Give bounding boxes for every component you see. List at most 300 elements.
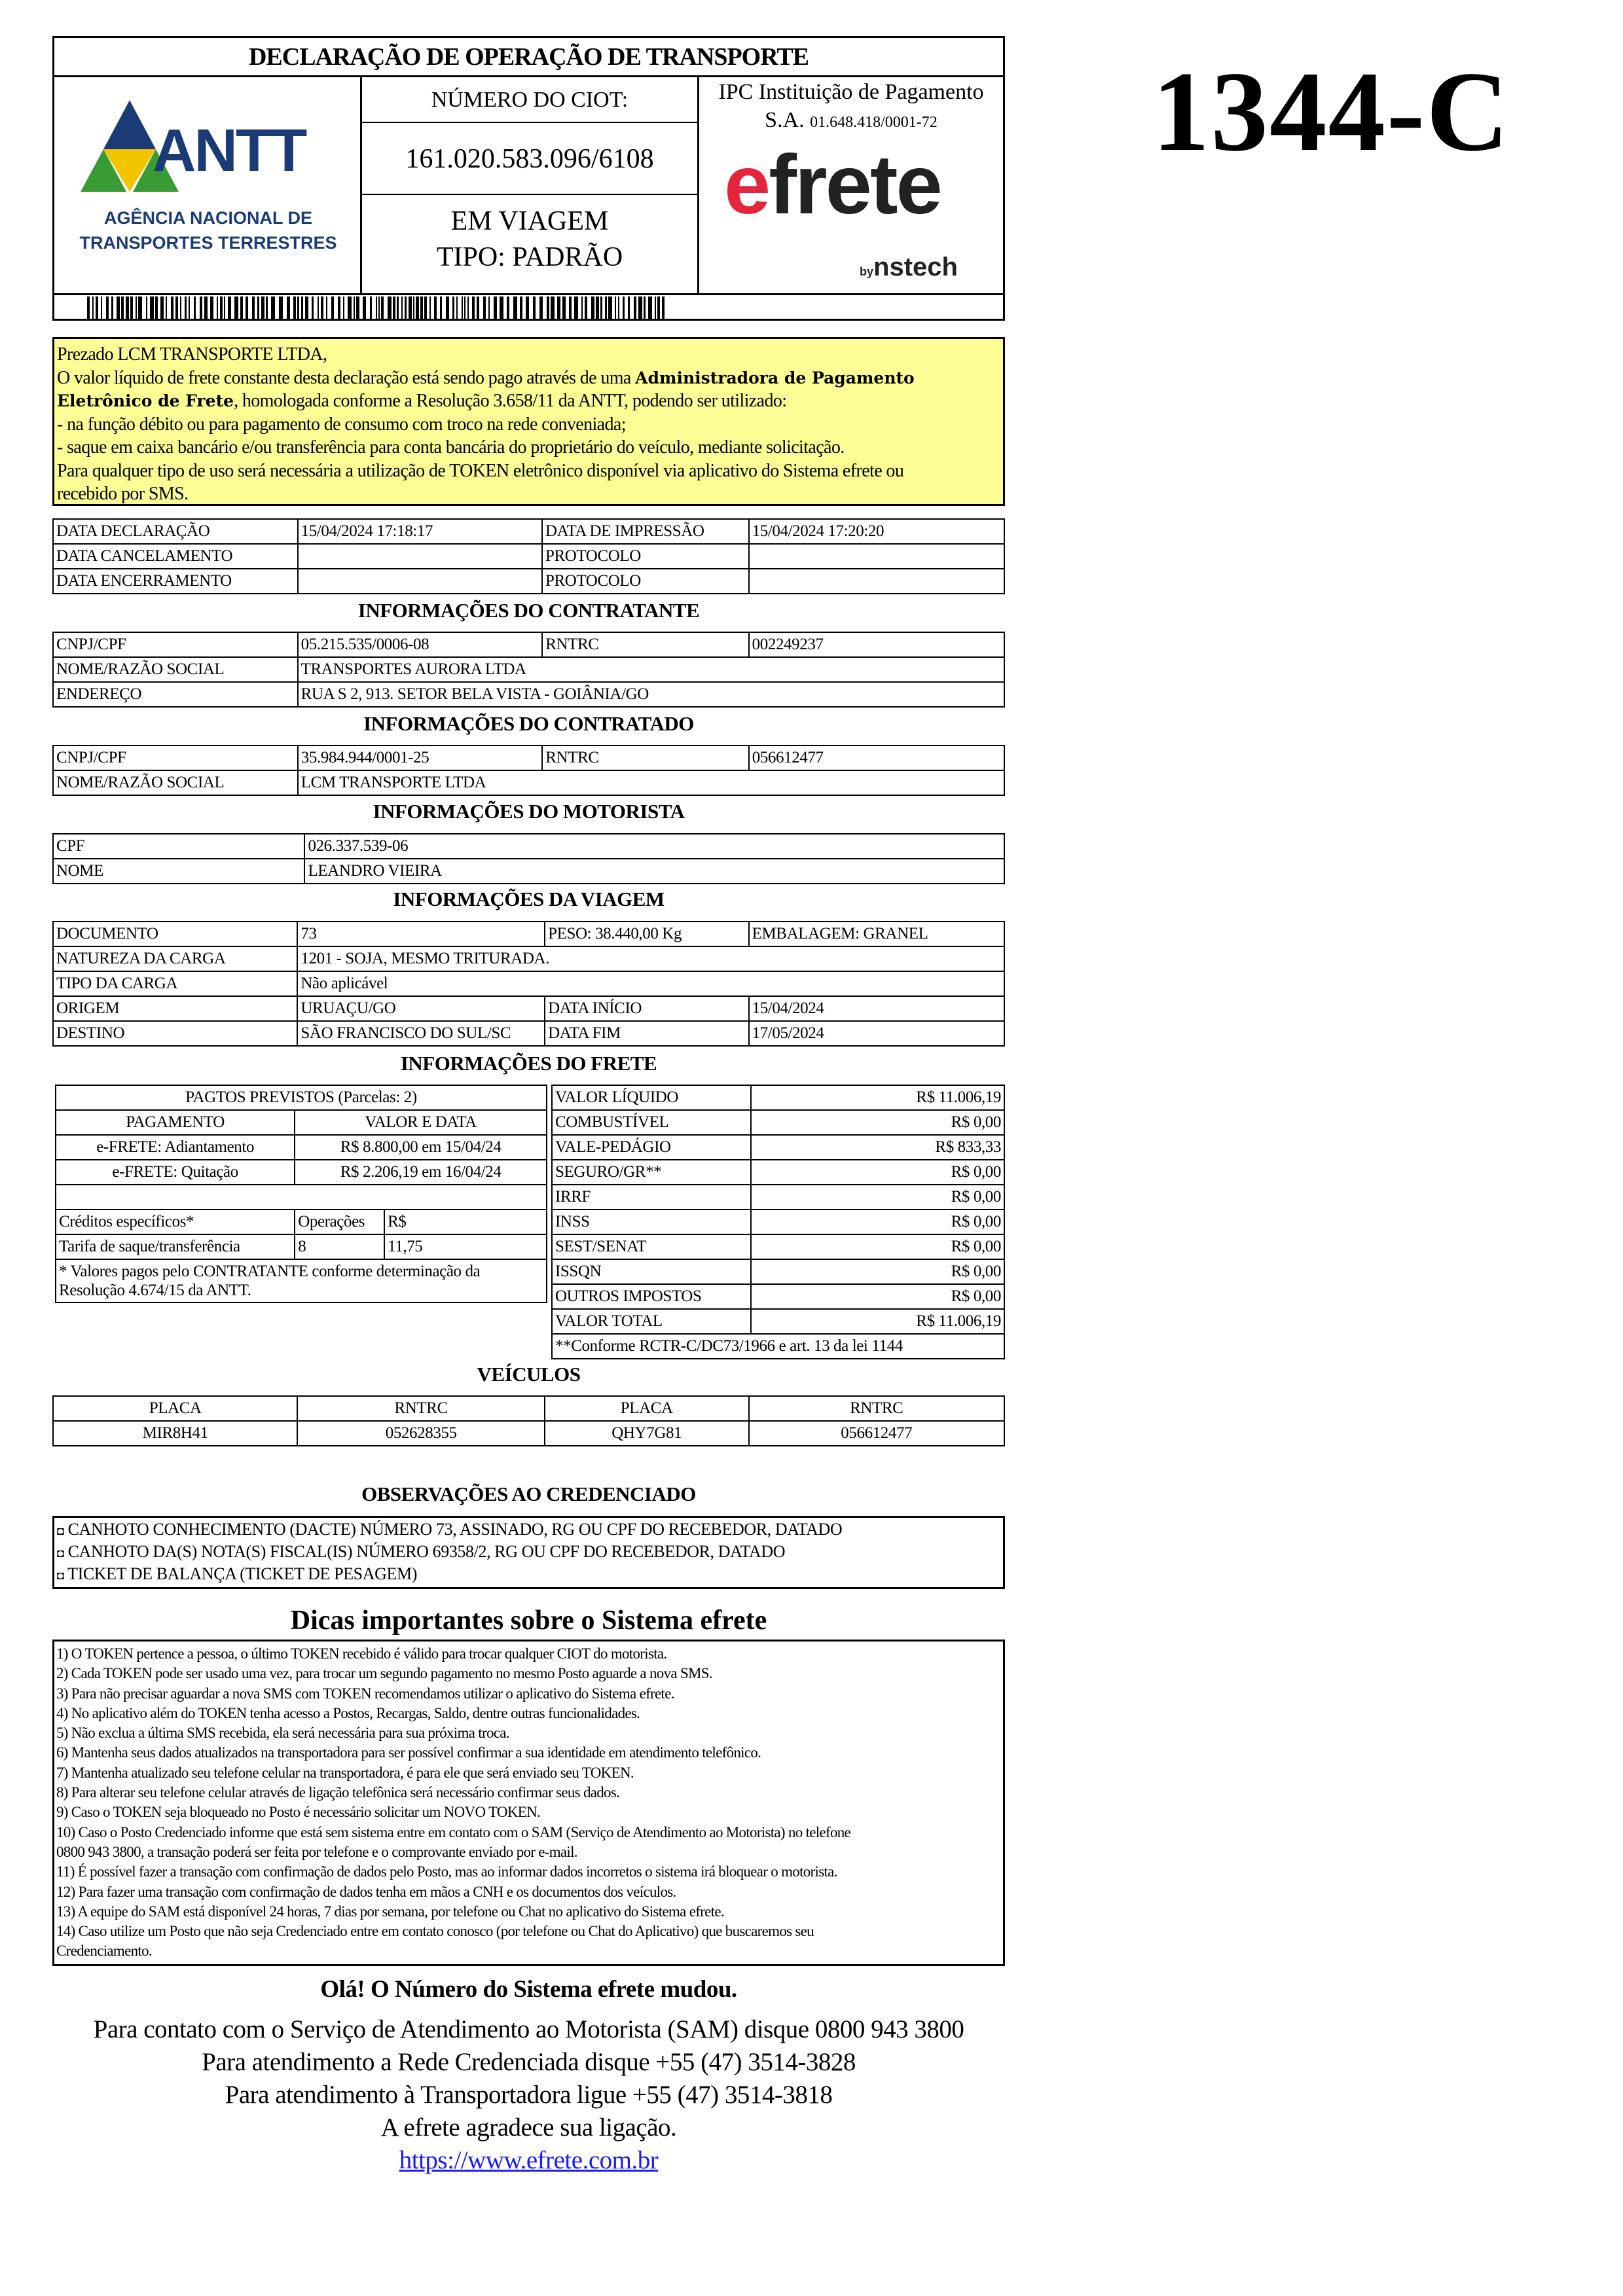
table-row [552, 1334, 1004, 1359]
table-row [53, 519, 1004, 544]
cell-label: PROTOCOLO [542, 544, 749, 569]
table-row [53, 544, 1004, 569]
barcode-bar [96, 296, 98, 320]
placa-value: QHY7G81 [545, 1421, 749, 1446]
cell-value: SÃO FRANCISCO DO SUL/SC [297, 1021, 545, 1046]
table-row [53, 569, 1004, 594]
valor-label: COMBUSTÍVEL [552, 1110, 751, 1135]
cell-value: LCM TRANSPORTE LTDA [298, 770, 1004, 795]
cell-label: CNPJ/CPF [53, 745, 298, 770]
barcode-bar [189, 296, 190, 320]
section-title-contratado: INFORMAÇÕES DO CONTRATADO [363, 712, 694, 735]
barcode-bar [634, 296, 636, 320]
valor-label: INSS [552, 1210, 751, 1234]
barcode-bar [121, 296, 124, 320]
barcode-bar [462, 296, 463, 320]
antt-wordmark: ANTT [153, 117, 306, 184]
cell-value: URUAÇU/GO [297, 996, 545, 1021]
ciot-panel [362, 77, 699, 293]
barcode-bar [388, 296, 392, 320]
cell-value: 15/04/2024 17:18:17 [298, 519, 542, 544]
barcode-bar [348, 296, 352, 320]
list-item: ◘ TICKET DE BALANÇA (TICKET DE PESAGEM) [57, 1564, 417, 1583]
cell-label: ENDEREÇO [53, 682, 298, 707]
table-row [56, 1210, 547, 1234]
barcode-bar [533, 296, 536, 320]
payment-value: R$ 2.206,19 em 16/04/24 [295, 1160, 547, 1185]
ciot-type: TIPO: PADRÃO [436, 242, 623, 272]
cell-value [298, 544, 542, 569]
barcode-bar [600, 296, 602, 320]
dica-item: 5) Não exclua a última SMS recebida, ela será necessária para sua próxima troca. [56, 1725, 509, 1742]
contact-line-transportadora: Para atendimento à Transportadora ligue +55 (47) 3514-3818 [225, 2081, 833, 2109]
dica-item: 7) Mantenha atualizado seu telefone celular na transportadora, é para ele que será enviado seu TOKEN. [56, 1764, 634, 1781]
barcode-bar [210, 296, 213, 320]
notice-box [52, 337, 1005, 506]
barcode-bar [266, 296, 268, 320]
barcode-bar [526, 296, 529, 320]
cell-label: DATA DE IMPRESSÃO [542, 519, 749, 544]
cell-label: RNTRC [542, 632, 748, 657]
barcode-bar [356, 296, 359, 320]
barcode-bar [160, 296, 164, 320]
pagtos-header: PAGTOS PREVISTOS (Parcelas: 2) [56, 1085, 547, 1110]
cell-label: R$ [384, 1210, 547, 1234]
valor-label: VALE-PEDÁGIO [552, 1135, 751, 1160]
barcode-bar [297, 296, 299, 320]
barcode-bar [405, 296, 407, 320]
contratante-table [52, 632, 1005, 708]
table-row [552, 1185, 1004, 1210]
cell-value: 35.984.944/0001-25 [298, 745, 543, 770]
valor-label: VALOR TOTAL [552, 1309, 751, 1334]
barcode-bar [539, 296, 543, 320]
dicas-box [52, 1640, 1005, 1966]
barcode-bars [87, 296, 676, 320]
barcode-bar [520, 296, 522, 320]
cell-label: DATA DECLARAÇÃO [53, 519, 298, 544]
barcode-bar [397, 296, 399, 320]
contact-line-rede: Para atendimento a Rede Credenciada disque +55 (47) 3514-3828 [202, 2048, 856, 2076]
barcode-bar [155, 296, 158, 320]
cell-label: CPF [53, 834, 304, 859]
dica-item: 10) Caso o Posto Credenciado informe que está sem sistema entre em contato com o SAM (Serviço de Atendimento ao Motorista) no telefone [56, 1823, 851, 1840]
barcode-bar [376, 296, 377, 320]
barcode-bar [204, 296, 208, 320]
dates-table [52, 518, 1005, 594]
dica-item: 12) Para fazer uma transação com confirmação de dados tenha em mãos a CNH e os documentos dos veículos. [56, 1883, 676, 1900]
table-row [53, 682, 1004, 707]
cell-value: TRANSPORTES AURORA LTDA [298, 657, 1004, 682]
table-row [552, 1210, 1004, 1234]
cell-value: Não aplicável [297, 971, 1004, 996]
contact-line-sam: Para contato com o Serviço de Atendimento ao Motorista (SAM) disque 0800 943 3800 [93, 2015, 964, 2043]
barcode-bar [138, 296, 142, 320]
section-title-contratante: INFORMAÇÕES DO CONTRATANTE [357, 599, 700, 622]
section-title-observacoes: OBSERVAÇÕES AO CREDENCIADO [361, 1482, 696, 1505]
table-row [552, 1135, 1004, 1160]
dica-item: 9) Caso o TOKEN seja bloqueado no Posto é necessário solicitar um NOVO TOKEN. [56, 1804, 541, 1821]
barcode-bar [171, 296, 173, 320]
barcode-bar [150, 296, 154, 320]
table-row [53, 745, 1004, 770]
valor-label: OUTROS IMPOSTOS [552, 1284, 751, 1309]
barcode-bar [240, 296, 243, 320]
veiculos-table [52, 1395, 1005, 1446]
efrete-logo: efrete [724, 138, 941, 232]
barcode-bar [494, 296, 497, 320]
cell-value: 026.337.539-06 [304, 834, 1004, 859]
rntrc-value: 056612477 [749, 1421, 1004, 1446]
dica-item: 2) Cada TOKEN pode ser usado uma vez, para trocar um segundo pagamento no mesmo Posto aguarde a nova SMS. [56, 1665, 712, 1682]
barcode-bar [488, 296, 490, 320]
col-header: VALOR E DATA [295, 1110, 547, 1135]
dica-item: 0800 943 3800, a transação poderá ser feita por telefone e o comprovante enviado por e-mail. [56, 1843, 577, 1860]
barcode-bar [596, 296, 599, 320]
barcode-bar [429, 296, 431, 320]
barcode-bar [378, 296, 380, 320]
rctr-note: **Conforme RCTR-C/DC73/1966 e art. 13 da lei 1144 [552, 1334, 1004, 1359]
barcode-bar [648, 296, 652, 320]
observacoes-box [52, 1516, 1005, 1589]
ipc-cnpj: 01.648.418/0001-72 [810, 114, 938, 131]
notice-line: Prezado LCM TRANSPORTE LTDA, [57, 344, 327, 365]
viagem-table [52, 921, 1005, 1047]
table-row [552, 1234, 1004, 1259]
valor-amount: R$ 11.006,19 [751, 1309, 1004, 1334]
barcode-bar [420, 296, 423, 320]
motorista-table [52, 833, 1005, 884]
rntrc-value: 052628355 [297, 1421, 544, 1446]
ipc-name: IPC Instituição de Pagamento [718, 80, 984, 104]
section-title-frete: INFORMAÇÕES DO FRETE [400, 1052, 657, 1075]
col-header: PAGAMENTO [56, 1110, 295, 1135]
barcode-bar [472, 296, 475, 320]
cell-value: 1201 - SOJA, MESMO TRITURADA. [297, 946, 1004, 971]
placa-value: MIR8H41 [53, 1421, 297, 1446]
cell-label: DATA CANCELAMENTO [53, 544, 298, 569]
barcode-bar [513, 296, 517, 320]
payment-label: e-FRETE: Adiantamento [56, 1135, 295, 1160]
barcode-bar [657, 296, 660, 320]
dica-item: 11) É possível fazer a transação com confirmação de dados pelo Posto, mas ao informar dados incorretos o sistema irá bloquear o motorista. [56, 1863, 837, 1880]
valor-label: SEST/SENAT [552, 1234, 751, 1259]
notice-line: recebido por SMS. [57, 484, 189, 504]
cell-label: NATUREZA DA CARGA [53, 946, 297, 971]
col-header: PLACA [53, 1396, 297, 1421]
barcode-bar [409, 296, 412, 320]
cell-value [749, 544, 1004, 569]
table-row [53, 1021, 1004, 1046]
valor-amount: R$ 0,00 [751, 1284, 1004, 1309]
table-row [53, 859, 1004, 884]
barcode-bar [331, 296, 334, 320]
barcode [54, 293, 1003, 321]
barcode-bar [483, 296, 486, 320]
barcode-bar [370, 296, 372, 320]
barcode-bar [194, 296, 196, 320]
barcode-bar [655, 296, 656, 320]
antt-logo [54, 77, 362, 293]
section-title-veiculos: VEÍCULOS [477, 1363, 581, 1386]
barcode-bar [644, 296, 646, 320]
ciot-number: 161.020.583.096/6108 [362, 123, 697, 195]
barcode-bar [220, 296, 223, 320]
table-row [53, 1396, 1004, 1421]
valor-label: ISSQN [552, 1259, 751, 1284]
notice-line: - na função débito ou para pagamento de consumo com troco na rede conveniada; [57, 414, 626, 435]
barcode-bar [416, 296, 419, 320]
table-row [53, 996, 1004, 1021]
note-line: * Valores pagos pelo CONTRATANTE conforme determinação da [59, 1263, 481, 1280]
empty-row [56, 1185, 547, 1210]
valor-label: SEGURO/GR** [552, 1160, 751, 1185]
frete-note [56, 1259, 547, 1302]
barcode-bar [175, 296, 178, 320]
barcode-bar [185, 296, 187, 320]
barcode-bar [581, 296, 583, 320]
table-row [56, 1085, 547, 1110]
valores-table [551, 1085, 1005, 1359]
cell-value: 73 [297, 922, 545, 946]
barcode-bar [446, 296, 449, 320]
ciot-label: NÚMERO DO CIOT: [362, 77, 697, 123]
table-row [53, 834, 1004, 859]
cell-value: 056612477 [749, 745, 1004, 770]
valor-amount: R$ 11.006,19 [751, 1085, 1004, 1110]
barcode-bar [200, 296, 202, 320]
barcode-bar [257, 296, 259, 320]
valor-amount: R$ 0,00 [751, 1259, 1004, 1284]
cell-label: RNTRC [542, 745, 748, 770]
barcode-bar [318, 296, 319, 320]
barcode-bar [117, 296, 120, 320]
cell-label: DESTINO [53, 1021, 297, 1046]
barcode-bar [608, 296, 612, 320]
barcode-bar [354, 296, 355, 320]
barcode-bar [434, 296, 437, 320]
cell-label: NOME/RAZÃO SOCIAL [53, 657, 298, 682]
barcode-bar [628, 296, 630, 320]
barcode-bar [547, 296, 549, 320]
table-row [53, 657, 1004, 682]
cell-label: DATA ENCERRAMENTO [53, 569, 298, 594]
notice-line: Eletrônico de Frete, homologada conforme a Resolução 3.658/11 da ANTT, podendo ser utilizado: [57, 391, 787, 411]
ola-heading: Olá! O Número do Sistema efrete mudou. [320, 1976, 737, 2003]
barcode-bar [301, 296, 303, 320]
cell-label: NOME [53, 859, 304, 884]
barcode-bar [615, 296, 616, 320]
cell-label: DATA INÍCIO [545, 996, 748, 1021]
barcode-bar [507, 296, 509, 320]
barcode-bar [279, 296, 283, 320]
barcode-bar [271, 296, 275, 320]
barcode-bar [557, 296, 560, 320]
dica-item: 13) A equipe do SAM está disponível 24 horas, 7 dias por semana, por telefone ou Chat no aplicativo do Sistema efrete. [56, 1903, 724, 1920]
cell-value [298, 569, 542, 594]
barcode-bar [574, 296, 578, 320]
table-row [552, 1259, 1004, 1284]
table-row [53, 946, 1004, 971]
table-row [56, 1259, 547, 1302]
valor-amount: R$ 0,00 [751, 1110, 1004, 1135]
notice-line: Para qualquer tipo de uso será necessária a utilização de TOKEN eletrônico disponível via aplicativo do Sistema efrete ou [57, 460, 904, 481]
section-title-motorista: INFORMAÇÕES DO MOTORISTA [373, 800, 685, 823]
ciot-status: EM VIAGEM [450, 206, 609, 236]
barcode-bar [456, 296, 458, 320]
cell-value: 8 [295, 1234, 384, 1259]
barcode-bar [111, 296, 113, 320]
antt-subtitle-2: TRANSPORTES TERRESTRES [79, 233, 337, 253]
barcode-bar [338, 296, 340, 320]
dica-item: 1) O TOKEN pertence a pessoa, o último TOKEN recebido é válido para trocar qualquer CIOT do motorista. [56, 1645, 667, 1662]
barcode-bar [146, 296, 147, 320]
valor-amount: R$ 0,00 [751, 1160, 1004, 1185]
barcode-bar [136, 296, 137, 320]
table-row [53, 632, 1004, 657]
cell-value: 15/04/2024 [749, 996, 1004, 1021]
valor-amount: R$ 0,00 [751, 1210, 1004, 1234]
col-header: RNTRC [749, 1396, 1004, 1421]
table-row [56, 1234, 547, 1259]
dica-item: 14) Caso utilize um Posto que não seja Credenciado entre em contato conosco (por telefone ou Chat do Aplicativo) que buscaremos seu [56, 1923, 814, 1940]
barcode-bar [166, 296, 167, 320]
cell-label: ORIGEM [53, 996, 297, 1021]
barcode-bar [393, 296, 395, 320]
col-header: RNTRC [297, 1396, 544, 1421]
barcode-bar [500, 296, 503, 320]
cell-label: PROTOCOLO [542, 569, 749, 594]
table-row [552, 1085, 1004, 1110]
barcode-bar [605, 296, 607, 320]
notice-line: O valor líquido de frete constante desta declaração está sendo pago através de uma Administradora de Pagamento [57, 367, 915, 388]
thanks-line: A efrete agradece sua ligação. [380, 2113, 677, 2142]
payment-value: R$ 8.800,00 em 15/04/24 [295, 1135, 547, 1160]
barcode-bar [106, 296, 109, 320]
cell-value: 05.215.535/0006-08 [298, 632, 543, 657]
barcode-bar [585, 296, 587, 320]
note-line: Resolução 4.674/15 da ANTT. [59, 1282, 251, 1299]
barcode-bar [87, 296, 90, 320]
cell-value: 11,75 [384, 1234, 547, 1259]
cell-label: DATA FIM [545, 1021, 748, 1046]
table-row [53, 922, 1004, 946]
valor-label: IRRF [552, 1185, 751, 1210]
barcode-bar [234, 296, 238, 320]
barcode-bar [464, 296, 465, 320]
table-row [56, 1135, 547, 1160]
barcode-bar [246, 296, 248, 320]
cell-value: LEANDRO VIEIRA [304, 859, 1004, 884]
barcode-bar [180, 296, 181, 320]
cell-label: Tarifa de saque/transferência [56, 1234, 295, 1259]
table-row [552, 1284, 1004, 1309]
dica-item: 8) Para alterar seu telefone celular através de ligação telefônica será necessário confirmar seus dados. [56, 1784, 620, 1801]
barcode-bar [92, 296, 94, 320]
table-row [56, 1160, 547, 1185]
barcode-bar [252, 296, 255, 320]
col-header: PLACA [545, 1396, 749, 1421]
table-row [552, 1160, 1004, 1185]
header-box [52, 36, 1005, 321]
barcode-bar [326, 296, 327, 320]
barcode-bar [477, 296, 479, 320]
document-stamp: 1344-C [1152, 48, 1510, 175]
table-row [53, 770, 1004, 795]
dica-item: Credenciamento. [56, 1943, 152, 1960]
barcode-bar [126, 296, 129, 320]
cell-label: CNPJ/CPF [53, 632, 298, 657]
barcode-bar [228, 296, 231, 320]
barcode-bar [261, 296, 264, 320]
barcode-bar [321, 296, 323, 320]
nstech-logo: bynstech [860, 253, 958, 281]
cell-value: PESO: 38.440,00 Kg [545, 922, 748, 946]
list-item: ◘ CANHOTO DA(S) NOTA(S) FISCAL(IS) NÚMERO 69358/2, RG OU CPF DO RECEBEDOR, DATADO [57, 1542, 786, 1561]
dica-item: 3) Para não precisar aguardar a nova SMS com TOKEN recomendamos utilizar o aplicativo do Sistema efrete. [56, 1685, 674, 1702]
barcode-bar [343, 296, 344, 320]
barcode-bar [413, 296, 414, 320]
cell-value: 15/04/2024 17:20:20 [749, 519, 1004, 544]
cell-value: 002249237 [749, 632, 1004, 657]
barcode-bar [662, 296, 665, 320]
barcode-bar [591, 296, 594, 320]
barcode-bar [623, 296, 625, 320]
valor-label: VALOR LÍQUIDO [552, 1085, 751, 1110]
cell-value: EMBALAGEM: GRANEL [749, 922, 1004, 946]
barcode-bar [440, 296, 442, 320]
list-item: ◘ CANHOTO CONHECIMENTO (DACTE) NÚMERO 73, ASSINADO, RG OU CPF DO RECEBEDOR, DATADO [57, 1520, 843, 1539]
table-row [552, 1309, 1004, 1334]
efrete-link-row [52, 2145, 1005, 2175]
barcode-bar [467, 296, 469, 320]
pagtos-table [55, 1085, 547, 1303]
cell-value: RUA S 2, 913. SETOR BELA VISTA - GOIÂNIA/GO [298, 682, 1004, 707]
table-row [552, 1110, 1004, 1135]
barcode-bar [217, 296, 218, 320]
cell-label: Créditos específicos* [56, 1210, 295, 1234]
efrete-link[interactable]: https://www.efrete.com.br [399, 2146, 659, 2174]
valor-amount: R$ 833,33 [751, 1135, 1004, 1160]
valor-amount: R$ 0,00 [751, 1234, 1004, 1259]
cell-value [749, 569, 1004, 594]
notice-line: - saque em caixa bancário e/ou transferência para conta bancária do proprietário do veículo, mediante solicitação. [57, 437, 845, 457]
barcode-bar [287, 296, 290, 320]
table-row [56, 1185, 547, 1210]
section-title-viagem: INFORMAÇÕES DA VIAGEM [393, 888, 665, 910]
dica-item: 6) Mantenha seus dados atualizados na transportadora para ser possível confirmar a sua identidade em atendimento telefônico. [56, 1744, 761, 1761]
cell-label: TIPO DA CARGA [53, 971, 297, 996]
barcode-bar [618, 296, 619, 320]
barcode-bar [305, 296, 308, 320]
cell-value: 17/05/2024 [749, 1021, 1004, 1046]
cell-label: Operações [295, 1210, 384, 1234]
ipc-suffix: S.A. 01.648.418/0001-72 [765, 108, 938, 132]
barcode-bar [638, 296, 642, 320]
barcode-bar [224, 296, 225, 320]
barcode-bar [293, 296, 296, 320]
barcode-bar [569, 296, 572, 320]
barcode-bar [130, 296, 133, 320]
ipc-panel [699, 77, 1003, 293]
table-row [53, 971, 1004, 996]
barcode-bar [381, 296, 384, 320]
cell-label: DOCUMENTO [53, 922, 297, 946]
barcode-bar [312, 296, 314, 320]
document-title: DECLARAÇÃO DE OPERAÇÃO DE TRANSPORTE [54, 38, 1003, 77]
payment-label: e-FRETE: Quitação [56, 1160, 295, 1185]
barcode-bar [424, 296, 427, 320]
